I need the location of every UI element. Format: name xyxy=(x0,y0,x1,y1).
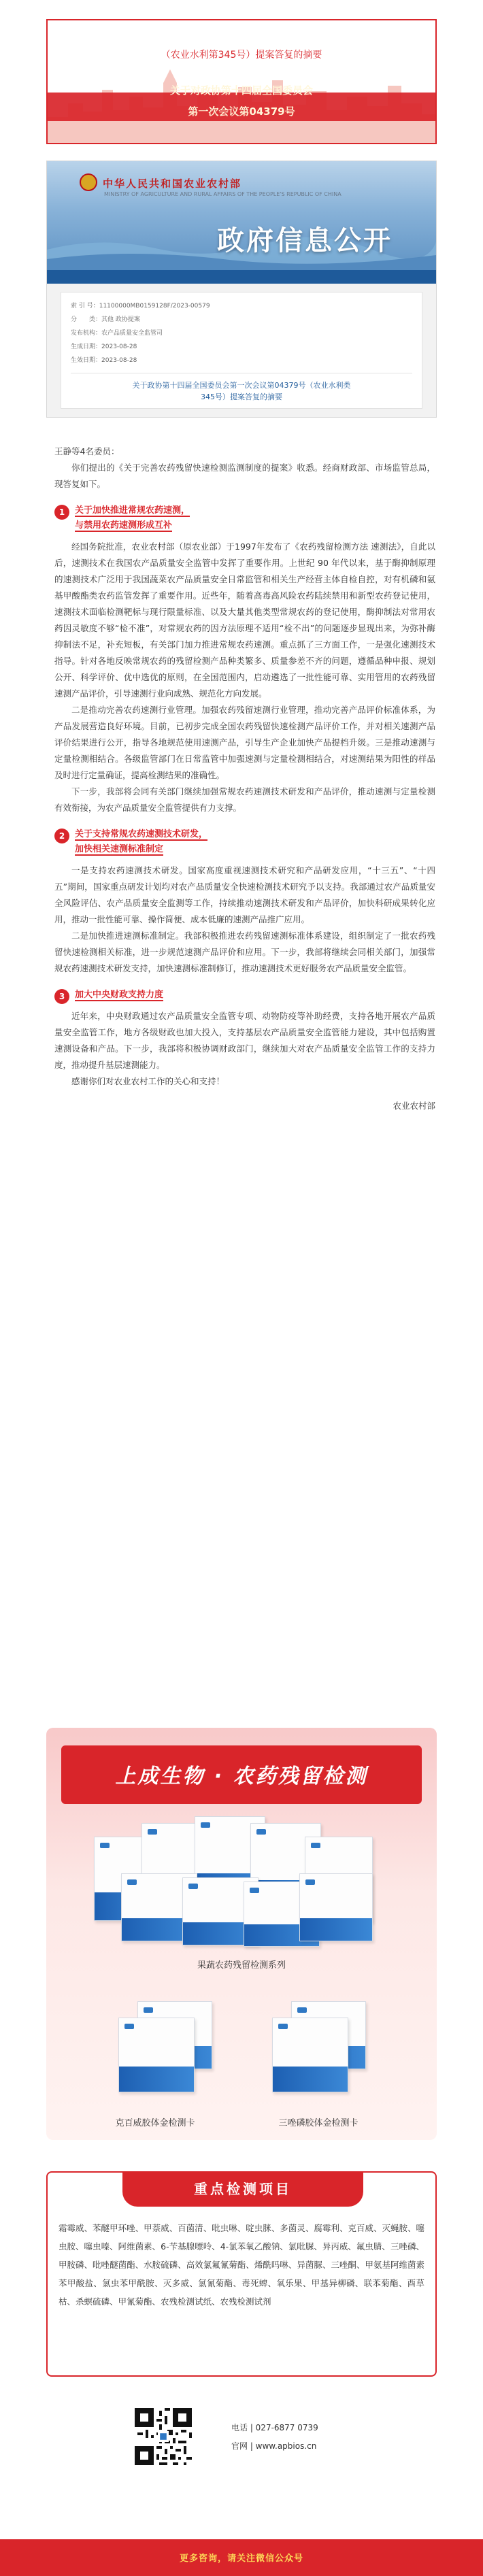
intro-paragraph: 你们提出的《关于完善农药残留快速检测监测制度的提案》收悉。经商财政部、市场监管总局，现答复如下。 xyxy=(54,463,435,489)
meta-row: 索 引 号：11100000MB0159128F/2023-00579 xyxy=(71,303,210,310)
product-section xyxy=(46,1728,437,2140)
caption-triazophos: 三唑磷胶体金检测卡 xyxy=(278,2118,359,2128)
product-banner xyxy=(61,1745,422,1804)
key-items-title: 重点检测项目 xyxy=(122,2171,363,2207)
caption-series: 果蔬农药残留检测系列 xyxy=(197,1960,286,1971)
section-number-1: 1 xyxy=(54,505,69,520)
letter-body xyxy=(54,444,435,1114)
phone-number[interactable]: 电话 | 027-6877 0739 xyxy=(231,2423,318,2432)
caption-carbofuran: 克百威胶体金检测卡 xyxy=(115,2118,195,2128)
header-banner xyxy=(46,19,437,144)
paragraph: 二是推动完善农药速测行业管理。加强农药残留速测行业管理，推动完善产品评价标准体系，为产品发展营造良好环境。目前，已初步完成全国农药残留快速检测产品评价工作，并对相关速测产品评价结果进行公开，指导各地规范使用速测产品，引导生产企业加快产品提档升级。三是推动速测与定量检测相结合。各级监管部门在日常监管中加强速测与定量检测相结合，对速测结果为阳性的样品及时进行定量确证，提高检测结果的准确性。 xyxy=(54,705,435,780)
doc-title[interactable]: 关于政协第十四届全国委员会第一次会议第04379号（农业水利类 345号）提案答复的摘要 xyxy=(132,381,351,401)
meta-row: 生效日期：2023-08-28 xyxy=(71,357,137,364)
key-items-list: 霜霉威、苯醚甲环唑、甲萘威、百菌清、吡虫啉、啶虫脒、多菌灵、腐霉利、克百威、灭蝇胺、噻虫胺、噻虫嗪、阿维菌素、6-苄基腺嘌呤、4-氯苯氧乙酸钠、氯吡脲、异丙威、氟虫腈、三唑磷、甲胺磷、吡唑醚菌酯、水胺硫磷、高效氯氟氰菊酯、烯酰吗啉、异菌脲、三唑酮、甲氨基阿维菌素苯甲酸盐、氯虫苯甲酰胺、灭多威、氯氰菊酯、毒死蜱、氧乐果、甲基异柳磷、联苯菊酯、酉草枯、杀螟硫磷、甲氰菊酯、农残检测试纸、农残检测试剂 xyxy=(59,2223,424,2307)
product-box-triazophos xyxy=(272,2018,348,2092)
product-box xyxy=(299,1873,373,1941)
website-link[interactable]: 官网 | www.apbios.cn xyxy=(231,2441,317,2451)
banner-line-2: 关于对政协第十四届全国委员会 xyxy=(169,84,313,97)
banner-line-1: （农业水利第345号）提案答复的摘要 xyxy=(161,50,322,61)
portal-title: 政府信息公开 xyxy=(217,225,393,256)
paragraph: 经国务院批准，农业农村部（原农业部）于1997年发布了《农药残留检测方法 速测法》，自此以后，速测技术在我国农产品质量安全监管中发挥了重要作用。上世纪 90 年代以来，基于酶抑制原理的速测技术广泛用于我国蔬菜农产品质量安全日常监管和相关生产经营主体自检自控，对有机磷和氨基甲酸酯类农药监管发挥了重要作用。近些年，随着高毒高风险农药陆续禁用和新型农药登记使用，速测技术面临检测靶标与现行限量标准、以及大量其他类型常规农药的登记使用，酶抑制法对常用农药因灵敏度不够“检不准”，对常规农药的因方法原理不适用“检不出”的问题逐步显现出来，为弥补酶抑制法不足，补充短板，有关部门加力推进常规农药速测。重点抓了三方面工作，一是强化速测技术指导。针对各地反映常规农药的残留检测产品种类繁多、质量参差不齐的问题，遵循品种申报、规划公开、科学评价、优中选优的原则，在全国范围内，启动遴选了一批性能可靠、实用管用的农药残留速测产品评价，引导速测行业向成熟、规范化方向发展。 xyxy=(54,541,435,699)
gov-nav-bar xyxy=(47,270,436,284)
key-items-box xyxy=(46,2171,437,2377)
doc-metadata-card xyxy=(61,292,422,409)
national-emblem-icon xyxy=(80,173,97,191)
paragraph: 一是支持农药速测技术研发。国家高度重视速测技术研究和产品研发应用，“十三五”、“十四五”期间，国家重点研发计划均对农产品质量安全快速检测技术研究予以支持。我部通过农产品质量安全风险评估、农产品质量安全监测等工作，持续推动速测技术研发和产品评价，加快科研成果转化应用，推动一批性能可靠、操作简便、成本低廉的速测产品推广应用。 xyxy=(54,865,435,924)
follow-prompt: 更多咨询，请关注微信公众号 xyxy=(179,2554,303,2564)
city-skyline-graphic xyxy=(48,63,437,143)
product-box-carbofuran xyxy=(118,2018,195,2092)
section-heading-1: 1 关于加快推进常规农药速测， 与禁用农药速测形成互补 xyxy=(54,503,435,533)
section-heading-2: 2 关于支持常规农药速测技术研发， 加快相关速测标准制定 xyxy=(54,827,435,857)
product-title: 上成生物 · 农药残留检测 xyxy=(115,1764,368,1788)
section-number-3: 3 xyxy=(54,989,69,1004)
ministry-name-en: MINISTRY OF AGRICULTURE AND RURAL AFFAIRS OF THE PEOPLE'S REPUBLIC OF CHINA xyxy=(104,191,342,197)
signature: 农业农村部 xyxy=(393,1101,435,1111)
paragraph: 下一步，我部将会同有关部门继续加强常规农药速测技术研发和产品评价，推动速测与定量检测有效衔接，为农产品质量安全监管提供有力支撑。 xyxy=(54,786,435,813)
paragraph: 二是加快推进速测标准制定。我部积极推进农药残留速测标准体系建设，组织制定了一批农药残留快速检测相关标准，进一步规范速测产品评价和应用。下一步，我部将继续会同相关部门，加强常规农药速测技术研发支持，加快速测标准制修订，推动速测技术更好服务农产品质量安全监管。 xyxy=(54,931,435,973)
banner-line-3: 第一次会议第04379号 xyxy=(188,105,295,118)
meta-row: 分 类：其他 政协提案 xyxy=(71,316,140,323)
ministry-name: 中华人民共和国农业农村部 xyxy=(103,178,242,190)
meta-row: 发布机构：农产品质量安全监管司 xyxy=(71,330,163,337)
qr-code-icon[interactable] xyxy=(135,2408,192,2465)
section-number-2: 2 xyxy=(54,829,69,843)
section-heading-3: 3 加大中央财政支持力度 xyxy=(54,988,435,1003)
gov-info-screenshot xyxy=(46,161,437,418)
gov-header xyxy=(47,161,436,270)
paragraph: 近年来，中央财政通过农产品质量安全监管专项、动物防疫等补助经费，支持各地开展农产品质量安全监管工作，地方各级财政也加大投入，支持基层农产品质量安全监管能力建设，其中包括购置速测设备和产品。下一步，我部将积极协调财政部门，继续加大对农产品质量安全监管工作的支持力度，推动提升基层速测能力。 xyxy=(54,1011,435,1070)
closing: 感谢你们对农业农村工作的关心和支持！ xyxy=(71,1076,225,1086)
greeting: 王静等4名委员： xyxy=(54,446,120,456)
footer-bar xyxy=(0,2539,483,2576)
meta-row: 生成日期：2023-08-28 xyxy=(71,344,137,350)
